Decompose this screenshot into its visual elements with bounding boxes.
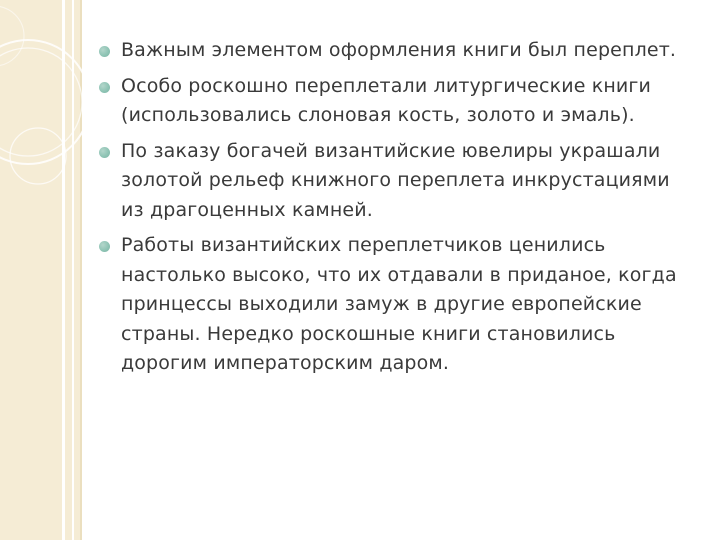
bullet-item — [97, 231, 687, 379]
bullet-icon — [99, 46, 110, 57]
bullet-text: Работы византийских переплетчиков ценились настолько высоко, что их отдавали в приданое, когда принцессы выходили замуж в другие европейские страны. Нередко роскошные книги становились дорогим императорским даром. — [121, 234, 677, 374]
decorative-circles — [0, 0, 82, 540]
bullet-item — [97, 137, 687, 226]
bullet-item — [97, 72, 687, 131]
bullet-icon — [99, 82, 110, 93]
bullet-text: Важным элементом оформления книги был переплет. — [121, 39, 677, 61]
bullet-text: Особо роскошно переплетали литургические книги (использовались слоновая кость, золото и эмаль). — [121, 74, 652, 126]
bullet-list — [97, 36, 687, 379]
decorative-circle — [0, 48, 82, 156]
bullet-icon — [99, 241, 110, 252]
slide-content — [97, 36, 687, 385]
decorative-circle — [0, 6, 24, 66]
bullet-icon — [99, 147, 110, 158]
bullet-text: По заказу богачей византийские ювелиры украшали золотой рельеф книжного переплета инкрустациями из драгоценных камней. — [121, 139, 670, 221]
bullet-item — [97, 36, 687, 66]
